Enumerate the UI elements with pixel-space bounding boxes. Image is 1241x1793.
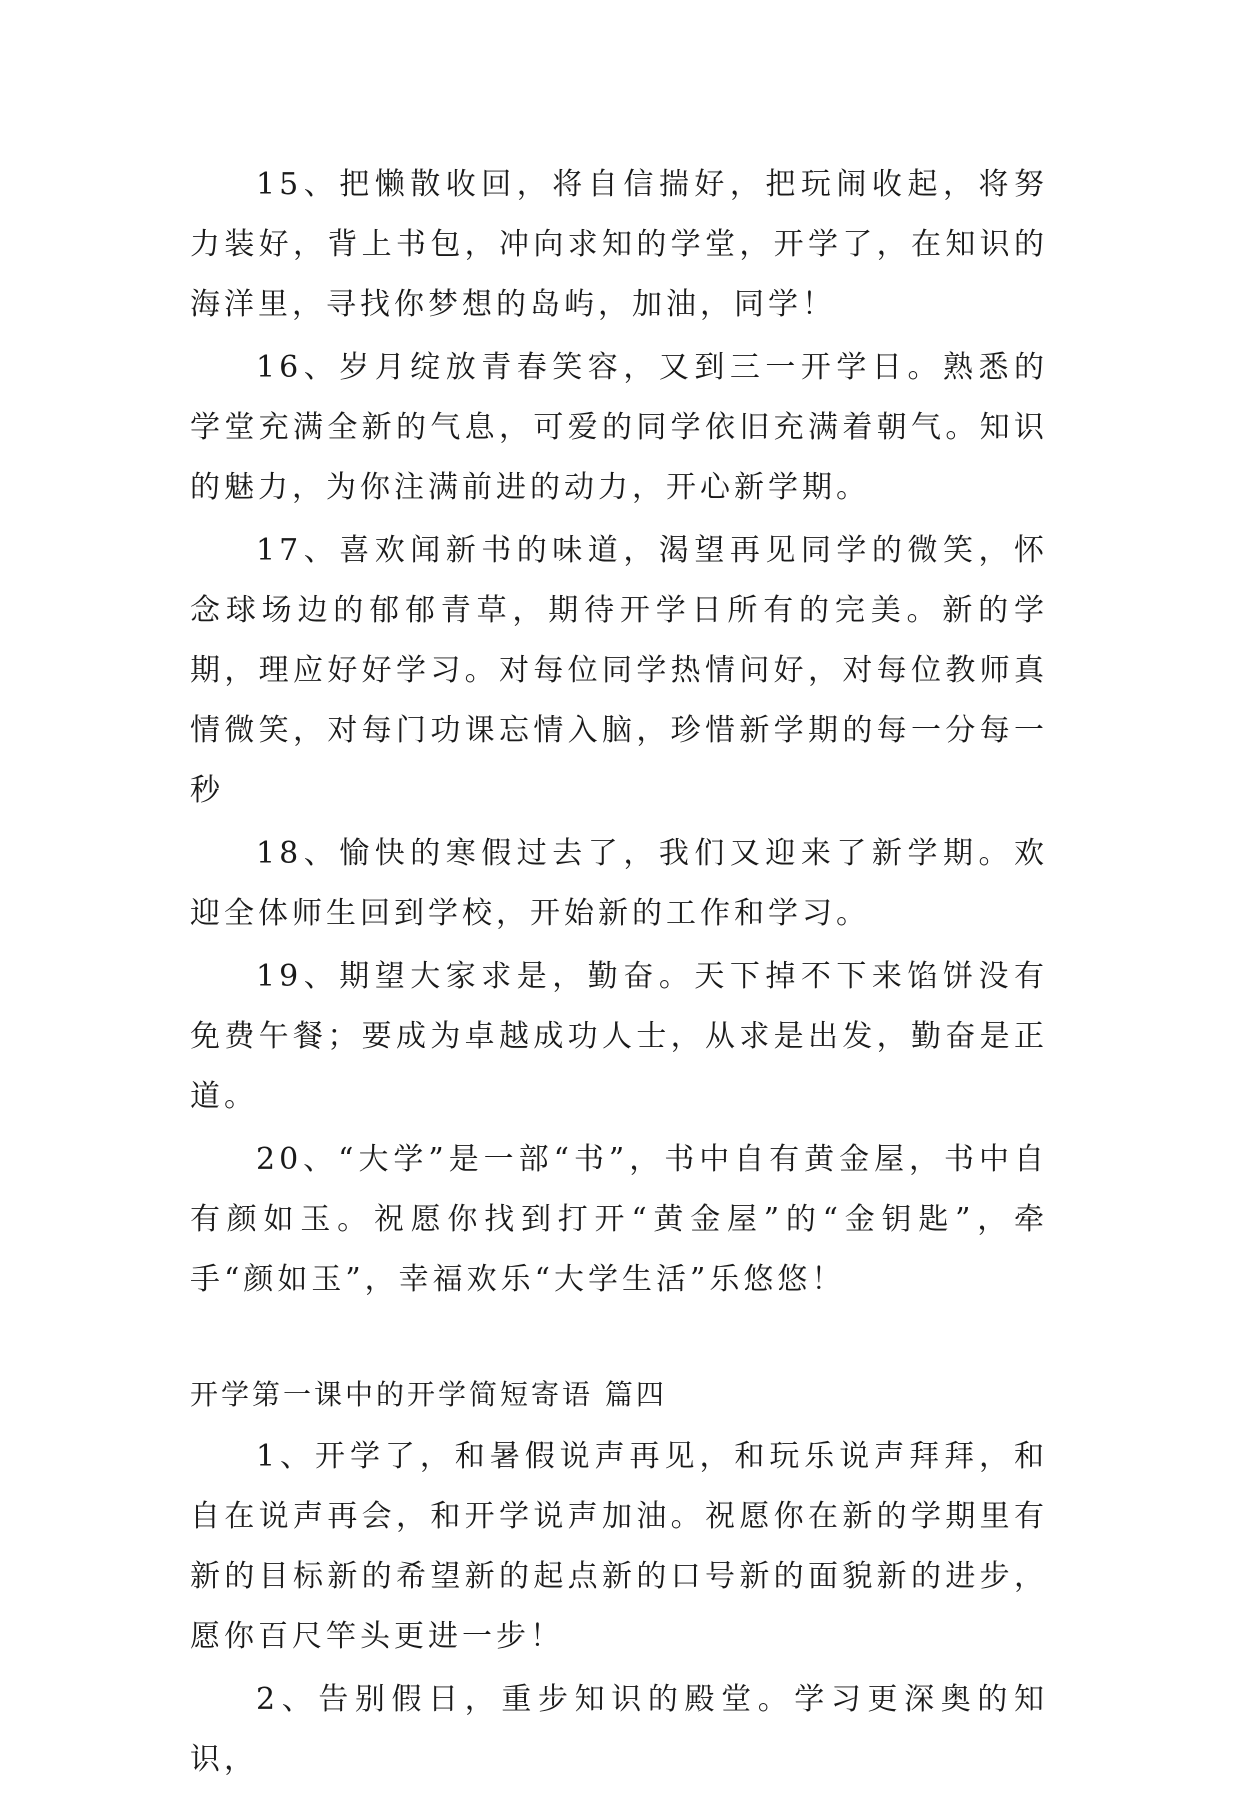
paragraph-15: 15、把懒散收回，将自信揣好，把玩闹收起，将努力装好，背上书包，冲向求知的学堂，开学了，在知识的海洋里，寻找你梦想的岛屿，加油，同学！ (190, 167, 1048, 322)
paragraph-20: 20、“大学”是一部“书”，书中自有黄金屋，书中自有颜如玉。祝愿你找到打开“黄金屋”的“金钥匙”，牵手“颜如玉”，幸福欢乐“大学生活”乐悠悠！ (190, 1142, 1048, 1297)
paragraph-18: 18、愉快的寒假过去了，我们又迎来了新学期。欢迎全体师生回到学校，开始新的工作和学习。 (190, 836, 1048, 931)
paragraph-16: 16、岁月绽放青春笑容，又到三一开学日。熟悉的学堂充满全新的气息，可爱的同学依旧充满着朝气。知识的魅力，为你注满前进的动力，开心新学期。 (190, 350, 1048, 505)
paragraph-19: 19、期望大家求是，勤奋。天下掉不下来馅饼没有免费午餐；要成为卓越成功人士，从求是出发，勤奋是正道。 (190, 959, 1048, 1114)
paragraph-2: 2、告别假日，重步知识的殿堂。学习更深奥的知识， (190, 1682, 1048, 1777)
section-spacer (190, 1313, 1048, 1365)
paragraph-17: 17、喜欢闻新书的味道，渴望再见同学的微笑，怀念球场边的郁郁青草，期待开学日所有的完美。新的学期，理应好好学习。对每位同学热情问好，对每位教师真情微笑，对每门功课忘情入脑，珍惜新学期的每一分每一秒 (190, 533, 1048, 808)
paragraph-1: 1、开学了，和暑假说声再见，和玩乐说声拜拜，和自在说声再会，和开学说声加油。祝愿你在新的学期里有新的目标新的希望新的起点新的口号新的面貌新的进步，愿你百尺竿头更进一步！ (190, 1439, 1048, 1654)
section-title: 开学第一课中的开学简短寄语 篇四 (190, 1378, 667, 1411)
document-page (190, 155, 1048, 1793)
